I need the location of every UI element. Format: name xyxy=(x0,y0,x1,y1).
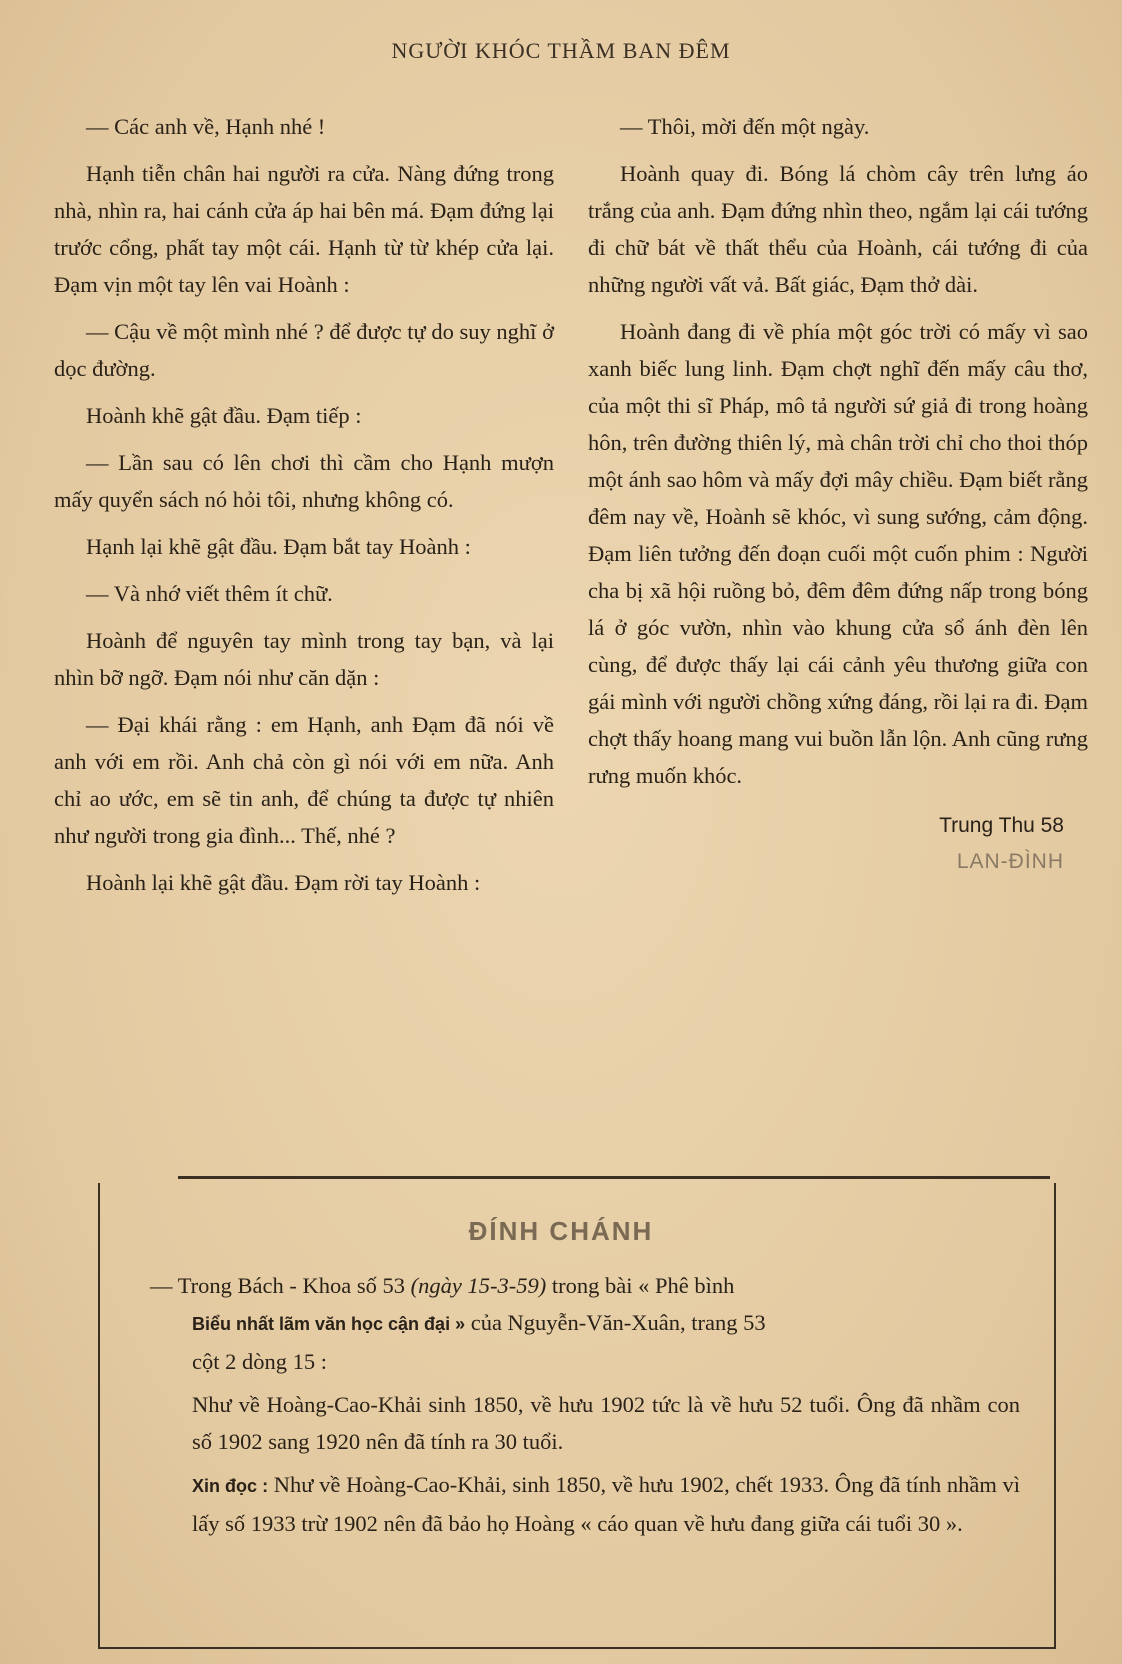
correction-intro xyxy=(150,1267,1020,1380)
paragraph: Hoành lại khẽ gật đầu. Đạm rời tay Hoành : xyxy=(86,870,481,895)
right-column xyxy=(588,108,1088,880)
paragraph: Hoành quay đi. Bóng lá chòm cây trên lưng áo trắng của anh. Đạm đứng nhìn theo, ngắm lại cái tướng đi chữ bát về thất thểu của Hoành, cái tướng đi của những người vất vả. Bất giác, Đạm thở dài. xyxy=(588,161,1088,297)
paragraph: Hoành đang đi về phía một góc trời có mấy vì sao xanh biếc lung linh. Đạm chợt nghĩ đến mấy câu thơ, của một thi sĩ Pháp, mô tả người sứ giả đi trong hoàng hôn, trên đường thiên lý, mà chân trời chỉ cho thoi thóp một ánh sao hôm và mấy đợi mây chiều. Đạm biết rằng đêm nay về, Hoành sẽ khóc, vì sung sướng, cảm động. Đạm liên tưởng đến đoạn cuối một cuốn phim : Người cha bị xã hội ruồng bỏ, đêm đêm đứng nấp trong bóng lá ở góc vườn, nhìn vào khung cửa sổ ánh đèn lên cùng, để được thấy lại cái cảnh yêu thương giữa con gái mình với người chồng xứng đáng, rồi lại ra đi. Đạm chợt thấy hoang mang vui buồn lẫn lộn. Anh cũng rưng rưng muốn khóc. xyxy=(588,319,1088,788)
paragraph: — Cậu về một mình nhé ? để được tự do suy nghĩ ở dọc đường. xyxy=(54,319,554,381)
signature xyxy=(588,808,1088,880)
correction-intro-a: — Trong Bách - Khoa số 53 xyxy=(150,1273,411,1298)
left-column xyxy=(54,108,554,911)
correction-right-text: Như về Hoàng-Cao-Khải, sinh 1850, về hưu 1902, chết 1933. Ông đã tính nhầm vì lấy số 1933 trừ 1902 nên đã bảo họ Hoàng « cáo quan về hưu đang giữa cái tuổi 30 ». xyxy=(192,1472,1021,1536)
signature-date: Trung Thu 58 xyxy=(939,814,1064,837)
paragraph: — Các anh về, Hạnh nhé ! xyxy=(86,114,326,139)
paragraph: — Đại khái rằng : em Hạnh, anh Đạm đã nói về anh với em rồi. Anh chả còn gì nói với em nữa. Anh chỉ ao ước, em sẽ tin anh, để chúng ta được tự nhiên như người trong gia đình... Thế, nhé ? xyxy=(54,712,554,848)
correction-intro-c-wrap xyxy=(150,1310,465,1335)
correction-title: ĐÍNH CHÁNH xyxy=(468,1216,654,1246)
paragraph: — Thôi, mời đến một ngày. xyxy=(620,114,870,139)
paragraph: Hạnh tiễn chân hai người ra cửa. Nàng đứng trong nhà, nhìn ra, hai cánh cửa áp hai bên má. Đạm đứng lại trước cổng, phất tay một cái. Hạnh từ từ khép cửa lại. Đạm vịn một tay lên vai Hoành : xyxy=(54,161,554,297)
correction-intro-c: Biểu nhất lãm văn học cận đại » xyxy=(192,1314,466,1334)
correction-read-label: Xin đọc : xyxy=(192,1476,269,1496)
correction-intro-d: của Nguyễn-Văn-Xuân, trang 53 xyxy=(465,1310,766,1335)
box-top-rule xyxy=(178,1176,1050,1179)
correction-intro-e: cột 2 dòng 15 : xyxy=(192,1349,327,1374)
paragraph: Hoành khẽ gật đầu. Đạm tiếp : xyxy=(86,403,362,428)
running-head: NGƯỜI KHÓC THẦM BAN ĐÊM xyxy=(391,38,731,63)
paragraph: — Và nhớ viết thêm ít chữ. xyxy=(86,581,333,606)
signature-author: LAN-ĐÌNH xyxy=(956,850,1064,873)
paragraph: Hoành để nguyên tay mình trong tay bạn, và lại nhìn bỡ ngỡ. Đạm nói như căn dặn : xyxy=(54,628,554,690)
correction-intro-b: trong bài « Phê bình xyxy=(546,1273,735,1298)
correction-body xyxy=(150,1267,1020,1548)
correction-wrong: Như về Hoàng-Cao-Khải sinh 1850, về hưu 1902 tức là về hưu 52 tuổi. Ông đã nhầm con số 1902 sang 1920 nên đã tính ra 30 tuổi. xyxy=(192,1392,1020,1454)
correction-right xyxy=(150,1466,1020,1542)
paragraph: — Lần sau có lên chơi thì cầm cho Hạnh mượn mấy quyển sách nó hỏi tôi, nhưng không có. xyxy=(54,450,554,512)
paragraph: Hạnh lại khẽ gật đầu. Đạm bắt tay Hoành : xyxy=(86,534,471,559)
correction-intro-date: (ngày 15-3-59) xyxy=(410,1273,547,1298)
